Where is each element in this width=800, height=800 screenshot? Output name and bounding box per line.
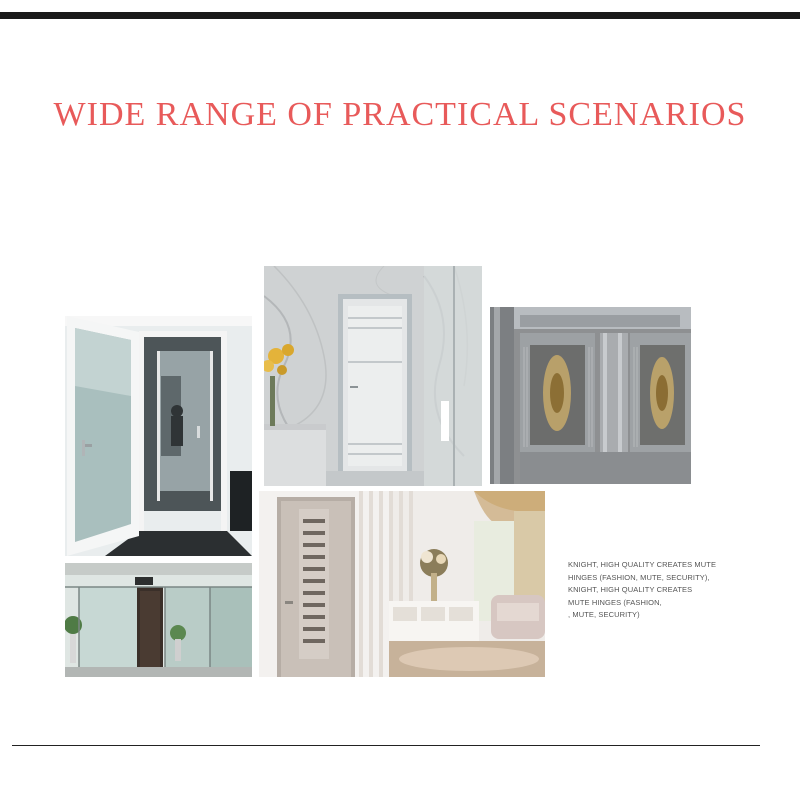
caption-line: , MUTE, SECURITY) — [568, 610, 640, 619]
page-title: WIDE RANGE OF PRACTICAL SCENARIOS — [53, 96, 747, 133]
caption-line: MUTE HINGES (FASHION, — [568, 597, 662, 607]
top-border — [0, 12, 800, 19]
photo-office-partition — [65, 563, 252, 677]
photo-bathroom-door — [264, 266, 482, 486]
caption-line: KNIGHT, HIGH QUALITY CREATES — [568, 585, 693, 594]
photo-wooden-door-living-room — [259, 491, 545, 677]
photo-glass-office-door — [65, 316, 252, 556]
caption-line: HINGES (FASHION, MUTE, SECURITY), — [568, 572, 710, 582]
bottom-divider — [12, 745, 760, 746]
caption-text — [568, 559, 718, 622]
photo-ornate-gate — [490, 307, 691, 484]
caption-line: KNIGHT, HIGH QUALITY CREATES MUTE — [568, 560, 717, 569]
